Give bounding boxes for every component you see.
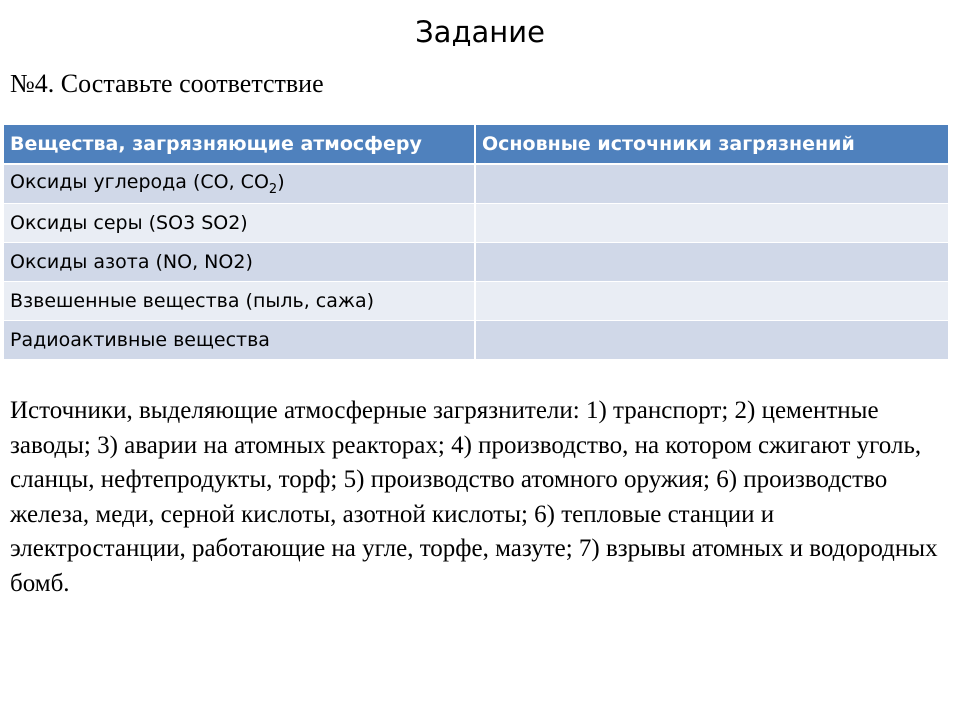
slide-title: Задание — [415, 15, 545, 49]
table-header-row — [4, 125, 948, 164]
substance-cell-carbon-oxides — [4, 164, 475, 204]
source-answer-cell[interactable] — [475, 321, 948, 360]
source-answer-cell[interactable] — [475, 204, 948, 243]
substance-label-tail: ) — [277, 171, 285, 194]
substance-cell-radioactive: Радиоактивные вещества — [4, 321, 475, 360]
source-answer-cell[interactable] — [475, 282, 948, 321]
header-sources: Основные источники загрязнений — [475, 125, 948, 164]
substance-label: Оксиды углерода (CO, CO — [10, 171, 269, 194]
matching-table — [4, 125, 948, 360]
substance-cell-suspended-matter: Взвешенные вещества (пыль, сажа) — [4, 282, 475, 321]
subscript-2: 2 — [268, 181, 278, 197]
table-row — [4, 282, 948, 321]
table-row — [4, 321, 948, 360]
task-heading: №4. Составьте соответствие — [10, 69, 324, 98]
header-substances: Вещества, загрязняющие атмосферу — [4, 125, 475, 164]
source-answer-cell[interactable] — [475, 164, 948, 204]
table-row — [4, 243, 948, 282]
source-answer-cell[interactable] — [475, 243, 948, 282]
table-row — [4, 164, 948, 204]
substance-cell-sulfur-oxides: Оксиды серы (SO3 SO2) — [4, 204, 475, 243]
substance-cell-nitrogen-oxides: Оксиды азота (NO, NO2) — [4, 243, 475, 282]
sources-paragraph: Источники, выделяющие атмосферные загрязнители: 1) транспорт; 2) цементные заводы; 3) аварии на атомных реакторах; 4) производство, на котором сжигают уголь, сланцы, нефтепродукты, торф; 5) производство атомного оружия; 6) производство железа, меди, серной кислоты, азотной кислоты; 6) тепловые станции и электростанции, работающие на угле, торфе, мазуте; 7) взрывы атомных и водородных бомб. — [10, 397, 938, 597]
table-row — [4, 204, 948, 243]
